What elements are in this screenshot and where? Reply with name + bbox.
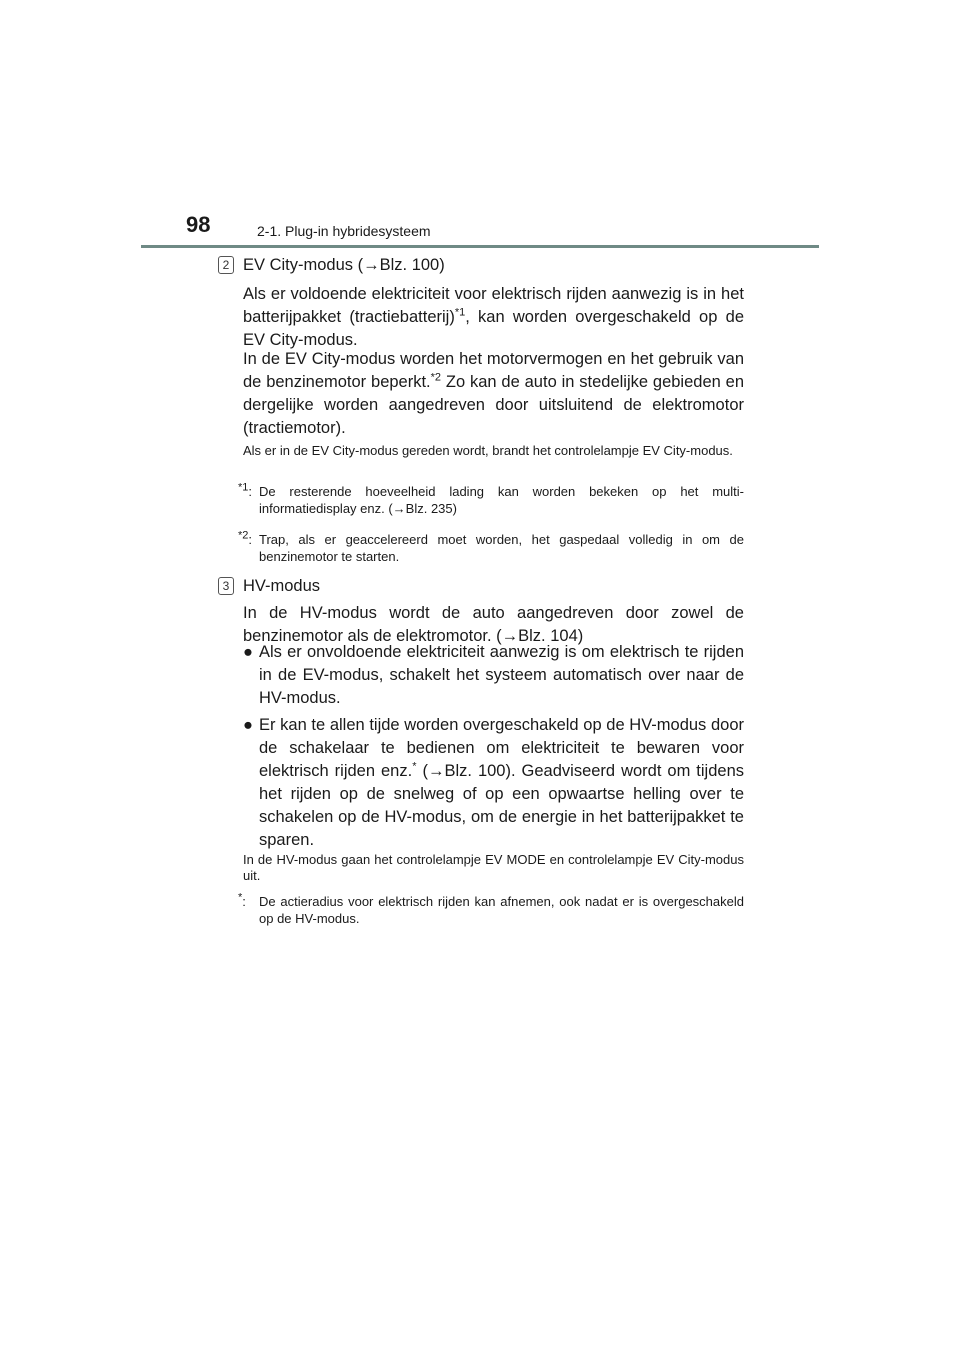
- footnote-mark: [238, 531, 252, 548]
- text-run: In de EV City-modus worden het motorvermogen en het gebruik van de benzinemotor beperkt.: [243, 350, 744, 391]
- page-number: 98: [186, 212, 211, 237]
- header-rule: [141, 245, 819, 248]
- footnote-ref: *2: [430, 371, 442, 384]
- bullet-item-1: [243, 641, 744, 710]
- item-number-3: 3: [218, 577, 234, 595]
- footnote-ref: *: [412, 760, 417, 773]
- text-run: Zo kan de auto in stedelijke gebieden en dergelijke worden aangedreven door uitsluitend de elektromotor (tractiemotor).: [243, 373, 744, 437]
- footnote-text: De actieradius voor elektrisch rijden kan afnemen, ook nadat er is overgeschakeld op de HV-modus.: [259, 894, 744, 926]
- item-2-paragraph-1: [243, 283, 744, 352]
- section-title: 2-1. Plug-in hybridesysteem: [257, 223, 431, 239]
- footnote-text: Trap, als er geaccelereerd moet worden, het gaspedaal volledig in om de benzinemotor te starten.: [259, 532, 744, 564]
- item-2-paragraph-2: [243, 348, 744, 440]
- item-2-note: Als er in de EV City-modus gereden wordt, brandt het controlelampje EV City-modus.: [243, 443, 733, 458]
- footnote-sep: :: [248, 484, 253, 499]
- footnote-mark: [238, 483, 252, 500]
- bullet-item-2: [243, 714, 744, 852]
- text-run: Als er voldoende elektriciteit voor elektrisch rijden aanwezig is in het batterijpakket (tractiebatterij): [243, 285, 744, 326]
- text-run: Er kan te allen tijde worden overgeschakeld op de HV-modus door de schakelaar te bedienen om elektriciteit te bewaren voor elektrisch rijden enz.: [259, 716, 744, 780]
- footnote-3: [238, 891, 744, 927]
- text-run: (→Blz. 100). Geadviseerd wordt om tijdens het rijden op de snelweg of op een opwaartse helling over te schakelen op de HV-modus, om de energie in het batterijpakket te sparen.: [259, 762, 744, 849]
- bullet-icon: ●: [243, 643, 253, 661]
- footnote-mark: [238, 893, 246, 910]
- footnote-1: [238, 481, 744, 517]
- footnote-sep: :: [248, 532, 253, 547]
- item-number-2: 2: [218, 256, 234, 274]
- footnote-sep: :: [242, 894, 246, 909]
- footnote-text: De resterende hoeveelheid lading kan worden bekeken op het multi-informatiedisplay enz. (→Blz. 235): [259, 484, 744, 516]
- footnote-mark-text: *: [238, 891, 243, 904]
- item-2-title: EV City-modus (→Blz. 100): [243, 256, 445, 274]
- bullet-text: Als er onvoldoende elektriciteit aanwezig is om elektrisch te rijden in de EV-modus, schakelt het systeem automatisch over naar de HV-modus.: [259, 643, 744, 707]
- bullet-icon: ●: [243, 716, 253, 734]
- bullet-text: [243, 714, 744, 852]
- footnote-mark-text: *2: [238, 529, 249, 542]
- page-header: [0, 0, 960, 250]
- text-run: , kan worden overgeschakeld op de EV City-modus.: [243, 308, 744, 349]
- footnote-mark-text: *1: [238, 481, 249, 494]
- item-3-title: HV-modus: [243, 577, 321, 595]
- item-3-note: In de HV-modus gaan het controlelampje EV MODE en controlelampje EV City-modus uit.: [243, 852, 744, 883]
- item-3-paragraph-1: In de HV-modus wordt de auto aangedreven door zowel de benzinemotor als de elektromotor. (→Blz. 104): [243, 604, 744, 645]
- footnote-ref: *1: [454, 306, 466, 319]
- footnote-2: [238, 529, 744, 565]
